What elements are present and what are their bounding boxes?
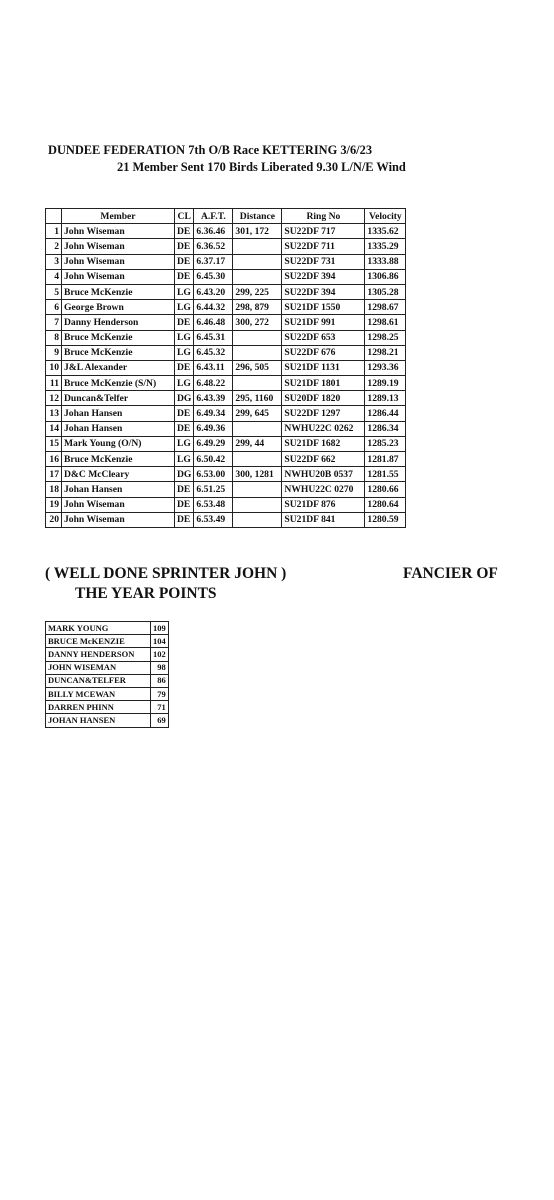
fancier-of-heading: FANCIER OF: [403, 565, 498, 582]
cell-class: DE: [175, 224, 194, 239]
cell-distance: 301, 172: [233, 224, 282, 239]
cell-distance: 299, 44: [233, 436, 282, 451]
cell-aft: 6.49.34: [194, 406, 233, 421]
cell-member: Johan Hansen: [62, 406, 175, 421]
cell-ring-no: NWHU22C 0262: [282, 421, 365, 436]
table-row: [46, 406, 406, 421]
cell-aft: 6.45.32: [194, 345, 233, 360]
cell-distance: [233, 497, 282, 512]
cell-ring-no: SU22DF 394: [282, 284, 365, 299]
cell-member: Bruce McKenzie: [62, 345, 175, 360]
cell-member: Bruce McKenzie (S/N): [62, 376, 175, 391]
points-value: 98: [151, 661, 169, 674]
cell-class: DE: [175, 315, 194, 330]
cell-position: 20: [46, 512, 62, 527]
cell-ring-no: SU22DF 717: [282, 224, 365, 239]
cell-member: John Wiseman: [62, 512, 175, 527]
cell-ring-no: NWHU20B 0537: [282, 467, 365, 482]
cell-class: DE: [175, 254, 194, 269]
cell-distance: [233, 482, 282, 497]
cell-velocity: 1280.64: [365, 497, 406, 512]
cell-ring-no: SU21DF 876: [282, 497, 365, 512]
cell-aft: 6.36.46: [194, 224, 233, 239]
column-header-aft: A.F.T.: [194, 209, 233, 224]
cell-aft: 6.49.29: [194, 436, 233, 451]
cell-velocity: 1281.87: [365, 452, 406, 467]
well-done-message: ( WELL DONE SPRINTER JOHN ): [45, 565, 287, 582]
cell-aft: 6.36.52: [194, 239, 233, 254]
cell-aft: 6.49.36: [194, 421, 233, 436]
cell-member: Mark Young (O/N): [62, 436, 175, 451]
cell-distance: [233, 269, 282, 284]
points-fancier-name: MARK YOUNG: [46, 622, 151, 635]
cell-class: DE: [175, 512, 194, 527]
results-header-row: [46, 209, 406, 224]
cell-member: Bruce McKenzie: [62, 330, 175, 345]
cell-aft: 6.48.22: [194, 376, 233, 391]
cell-class: DE: [175, 497, 194, 512]
cell-velocity: 1335.29: [365, 239, 406, 254]
cell-ring-no: SU22DF 653: [282, 330, 365, 345]
table-row: [46, 482, 406, 497]
points-fancier-name: DANNY HENDERSON: [46, 648, 151, 661]
race-subtitle: 21 Member Sent 170 Birds Liberated 9.30 L/N/E Wind: [117, 160, 406, 174]
table-row: [46, 376, 406, 391]
cell-distance: 295, 1160: [233, 391, 282, 406]
cell-member: Johan Hansen: [62, 421, 175, 436]
cell-position: 5: [46, 284, 62, 299]
cell-velocity: 1293.36: [365, 360, 406, 375]
cell-member: Bruce McKenzie: [62, 452, 175, 467]
cell-member: D&C McCleary: [62, 467, 175, 482]
cell-position: 14: [46, 421, 62, 436]
cell-position: 13: [46, 406, 62, 421]
table-row: [46, 452, 406, 467]
table-row: [46, 360, 406, 375]
cell-velocity: 1298.67: [365, 300, 406, 315]
column-header-class: CL: [175, 209, 194, 224]
cell-ring-no: SU21DF 1801: [282, 376, 365, 391]
cell-member: Johan Hansen: [62, 482, 175, 497]
table-row: [46, 497, 406, 512]
cell-ring-no: SU21DF 841: [282, 512, 365, 527]
cell-position: 2: [46, 239, 62, 254]
cell-member: Bruce McKenzie: [62, 284, 175, 299]
cell-distance: 298, 879: [233, 300, 282, 315]
cell-member: Danny Henderson: [62, 315, 175, 330]
cell-velocity: 1298.61: [365, 315, 406, 330]
cell-position: 7: [46, 315, 62, 330]
points-row: [46, 622, 169, 635]
cell-velocity: 1306.86: [365, 269, 406, 284]
table-row: [46, 300, 406, 315]
cell-aft: 6.43.39: [194, 391, 233, 406]
cell-velocity: 1289.19: [365, 376, 406, 391]
cell-position: 16: [46, 452, 62, 467]
cell-distance: 300, 272: [233, 315, 282, 330]
points-row: [46, 687, 169, 700]
cell-velocity: 1286.34: [365, 421, 406, 436]
table-row: [46, 254, 406, 269]
cell-position: 9: [46, 345, 62, 360]
cell-aft: 6.44.32: [194, 300, 233, 315]
cell-distance: 299, 645: [233, 406, 282, 421]
cell-velocity: 1298.21: [365, 345, 406, 360]
cell-member: John Wiseman: [62, 254, 175, 269]
cell-position: 8: [46, 330, 62, 345]
cell-member: J&L Alexander: [62, 360, 175, 375]
cell-member: John Wiseman: [62, 224, 175, 239]
cell-ring-no: SU21DF 1550: [282, 300, 365, 315]
cell-member: John Wiseman: [62, 239, 175, 254]
cell-class: LG: [175, 452, 194, 467]
cell-class: DE: [175, 269, 194, 284]
cell-class: LG: [175, 376, 194, 391]
cell-velocity: 1298.25: [365, 330, 406, 345]
cell-position: 3: [46, 254, 62, 269]
cell-class: DE: [175, 421, 194, 436]
cell-class: DE: [175, 406, 194, 421]
cell-ring-no: SU20DF 1820: [282, 391, 365, 406]
table-row: [46, 345, 406, 360]
cell-aft: 6.53.49: [194, 512, 233, 527]
column-header-position: [46, 209, 62, 224]
cell-member: John Wiseman: [62, 497, 175, 512]
cell-velocity: 1286.44: [365, 406, 406, 421]
points-value: 104: [151, 635, 169, 648]
cell-velocity: 1285.23: [365, 436, 406, 451]
cell-velocity: 1289.13: [365, 391, 406, 406]
cell-position: 11: [46, 376, 62, 391]
table-row: [46, 436, 406, 451]
table-row: [46, 467, 406, 482]
table-row: [46, 330, 406, 345]
points-table: [45, 621, 169, 728]
points-row: [46, 648, 169, 661]
results-table: [45, 208, 406, 528]
points-row: [46, 635, 169, 648]
points-fancier-name: JOHN WISEMAN: [46, 661, 151, 674]
cell-aft: 6.43.11: [194, 360, 233, 375]
table-row: [46, 512, 406, 527]
cell-class: LG: [175, 436, 194, 451]
points-row: [46, 674, 169, 687]
cell-velocity: 1280.59: [365, 512, 406, 527]
cell-distance: [233, 254, 282, 269]
cell-class: DE: [175, 482, 194, 497]
table-row: [46, 315, 406, 330]
points-value: 102: [151, 648, 169, 661]
cell-ring-no: NWHU22C 0270: [282, 482, 365, 497]
cell-distance: 296, 505: [233, 360, 282, 375]
cell-ring-no: SU22DF 1297: [282, 406, 365, 421]
points-value: 71: [151, 701, 169, 714]
table-row: [46, 224, 406, 239]
points-fancier-name: BILLY MCEWAN: [46, 687, 151, 700]
cell-ring-no: SU22DF 394: [282, 269, 365, 284]
points-row: [46, 701, 169, 714]
cell-aft: 6.43.20: [194, 284, 233, 299]
cell-class: LG: [175, 330, 194, 345]
cell-position: 19: [46, 497, 62, 512]
column-header-velocity: Velocity: [365, 209, 406, 224]
cell-aft: 6.53.00: [194, 467, 233, 482]
table-row: [46, 239, 406, 254]
cell-distance: [233, 345, 282, 360]
cell-class: DG: [175, 391, 194, 406]
points-fancier-name: BRUCE McKENZIE: [46, 635, 151, 648]
points-value: 86: [151, 674, 169, 687]
cell-aft: 6.51.25: [194, 482, 233, 497]
cell-distance: [233, 452, 282, 467]
points-fancier-name: JOHAN HANSEN: [46, 714, 151, 727]
table-row: [46, 284, 406, 299]
cell-class: DE: [175, 239, 194, 254]
cell-class: DG: [175, 467, 194, 482]
cell-velocity: 1335.62: [365, 224, 406, 239]
points-row: [46, 714, 169, 727]
cell-aft: 6.53.48: [194, 497, 233, 512]
cell-velocity: 1305.28: [365, 284, 406, 299]
points-value: 79: [151, 687, 169, 700]
column-header-member: Member: [62, 209, 175, 224]
cell-ring-no: SU21DF 991: [282, 315, 365, 330]
cell-position: 12: [46, 391, 62, 406]
cell-ring-no: SU21DF 1131: [282, 360, 365, 375]
points-row: [46, 661, 169, 674]
points-fancier-name: DUNCAN&TELFER: [46, 674, 151, 687]
cell-position: 1: [46, 224, 62, 239]
cell-distance: [233, 239, 282, 254]
cell-class: DE: [175, 360, 194, 375]
points-value: 69: [151, 714, 169, 727]
cell-distance: 300, 1281: [233, 467, 282, 482]
column-header-distance: Distance: [233, 209, 282, 224]
cell-distance: 299, 225: [233, 284, 282, 299]
cell-member: Duncan&Telfer: [62, 391, 175, 406]
cell-class: LG: [175, 284, 194, 299]
cell-aft: 6.37.17: [194, 254, 233, 269]
cell-velocity: 1333.88: [365, 254, 406, 269]
cell-position: 6: [46, 300, 62, 315]
cell-position: 4: [46, 269, 62, 284]
cell-distance: [233, 512, 282, 527]
cell-ring-no: SU22DF 711: [282, 239, 365, 254]
cell-velocity: 1281.55: [365, 467, 406, 482]
cell-aft: 6.45.31: [194, 330, 233, 345]
cell-position: 17: [46, 467, 62, 482]
year-points-heading: THE YEAR POINTS: [75, 585, 217, 602]
column-header-ring-no: Ring No: [282, 209, 365, 224]
race-title: DUNDEE FEDERATION 7th O/B Race KETTERING 3/6/23: [48, 143, 373, 157]
cell-aft: 6.46.48: [194, 315, 233, 330]
cell-member: John Wiseman: [62, 269, 175, 284]
table-row: [46, 269, 406, 284]
cell-class: LG: [175, 300, 194, 315]
cell-ring-no: SU21DF 1682: [282, 436, 365, 451]
cell-distance: [233, 330, 282, 345]
table-row: [46, 391, 406, 406]
points-fancier-name: DARREN PHINN: [46, 701, 151, 714]
cell-class: LG: [175, 345, 194, 360]
cell-ring-no: SU22DF 676: [282, 345, 365, 360]
cell-position: 18: [46, 482, 62, 497]
cell-ring-no: SU22DF 731: [282, 254, 365, 269]
cell-position: 10: [46, 360, 62, 375]
cell-ring-no: SU22DF 662: [282, 452, 365, 467]
cell-member: George Brown: [62, 300, 175, 315]
table-row: [46, 421, 406, 436]
cell-aft: 6.50.42: [194, 452, 233, 467]
cell-aft: 6.45.30: [194, 269, 233, 284]
cell-distance: [233, 421, 282, 436]
cell-position: 15: [46, 436, 62, 451]
points-value: 109: [151, 622, 169, 635]
cell-velocity: 1280.66: [365, 482, 406, 497]
cell-distance: [233, 376, 282, 391]
